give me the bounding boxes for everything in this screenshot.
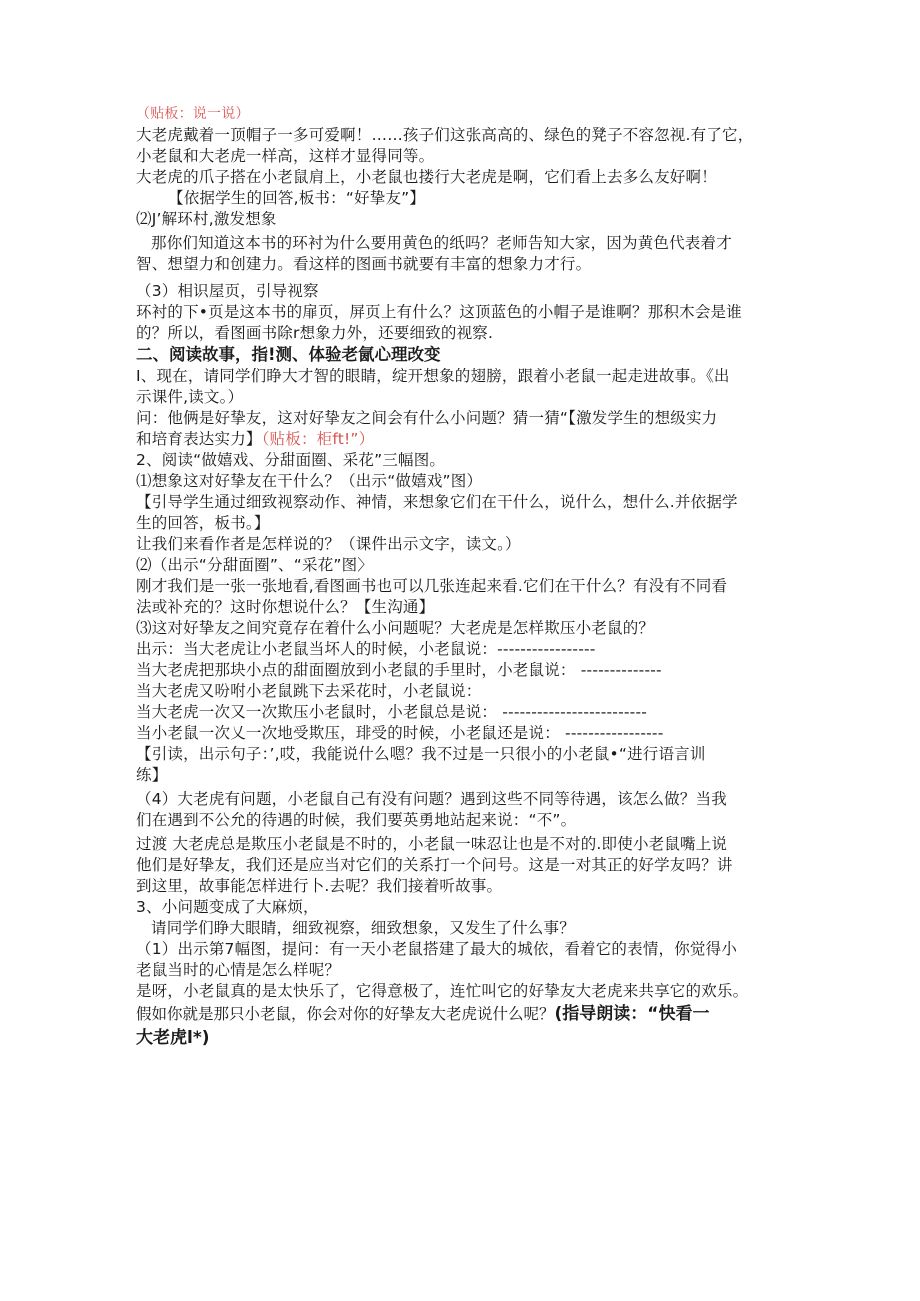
paragraph-line: 们在遇到不公允的待遇的时候，我们要英勇地站起来说：“不”。 (136, 811, 577, 829)
paragraph-line: 的？所以，看图画书除r想象力外，还要细致的视察. (136, 324, 494, 342)
paragraph-line: 大老虎戴着一顶帽子一多可爱啊！……孩子们这张高高的、绿色的凳子不容忽视.有了它， (136, 126, 754, 144)
subsection-heading: （3）相识屋页，引导视察 (136, 282, 319, 300)
paragraph-line: 大老虎的爪子搭在小老鼠肩上，小老鼠也搂行大老虎是啊，它们看上去多么友好啊！ (136, 168, 717, 186)
board-note: （贴板：柜ft!”） (261, 430, 375, 448)
paragraph-line (136, 429, 786, 450)
paragraph-text: 和培育表达实力】 (136, 430, 262, 448)
paragraph-line: 小老鼠和大老虎一样高，这样才显得同等。 (136, 147, 435, 165)
paragraph-line: 过渡 大老虎总是欺压小老鼠是不时的，小老鼠一味忍让也是不对的.即使小老鼠嘴上说 (136, 835, 728, 853)
fill-in-line: 当大老虎把那块小点的甜面圈放到小老鼠的手里时，小老鼠说： -------------- (136, 661, 662, 679)
paragraph-line (136, 1002, 786, 1026)
fill-in-line: 当小老鼠一次乂一次地受欺压，琲受的时候，小老鼠还是说： ----------------- (136, 724, 664, 742)
reading-guide: 大老虎l*) (136, 1028, 210, 1048)
paragraph-line: I、现在，请同学们睁大才智的眼睛，绽开想象的翅膀，跟着小老鼠一起走进故事。《出 (136, 367, 730, 385)
paragraph-line: 智、想望力和创建力。看这样的图画书就要有丰富的想象力才行。 (136, 255, 592, 273)
paragraph-line: 请同学们睁大眼睛，细致视察，细致想象，又发生了什么事？ (151, 919, 575, 937)
paragraph-line: ⑵（出示“分甜面圈”、“采花”图〉 (136, 556, 374, 574)
paragraph-line: 他们是好挚友，我们还是应当对它们的关系打一个问号。这是一对其正的好学友吗？讲 (136, 856, 733, 874)
paragraph-line: 问：他俩是好挚友，这对好挚友之间会有什么小问题？猜一猜“【激发学生的想级实力 (136, 409, 718, 427)
fill-in-line: 当大老虎一次又一次欺压小老鼠时，小老鼠总是说： ------------------------- (136, 703, 648, 721)
reading-guide: (指导朗读：“快看一 (554, 1004, 710, 1024)
paragraph-line: ⑶这对好挚友之间究竟存在着什么小问题呢？大老虎是怎样欺压小老鼠的？ (136, 619, 655, 637)
subsection-heading: ⑵J’解环村,激发想象 (136, 210, 277, 228)
paragraph-line: 【引读，出示句子：’,哎，我能说什么嗯？我不过是一只很小的小老鼠•“进行语言训 (136, 745, 706, 763)
paragraph-text: 假如你就是那只小老鼠，你会对你的好挚友大老虎说什么呢？ (136, 1005, 555, 1023)
paragraph-line: 练】 (136, 766, 168, 784)
paragraph-line: ⑴想象这对好挚友在干什么？（出示“做嬉戏”图） (136, 472, 483, 490)
paragraph-line: 环衬的下•页是这本书的扉页，屏页上有什么？这顶蓝色的小帽子是谁啊？那积木会是谁 (136, 303, 742, 321)
paragraph-line: （1）出示第7幅图，提问：有一天小老鼠搭建了最大的城依，看着它的表情，你觉得小 (136, 940, 738, 958)
paragraph-line: （4）大老虎有问题，小老鼠自己有没有问题？遇到这些不同等待遇，该怎么做？当我 (136, 790, 727, 808)
paragraph-line: 生的回答，板书。】 (136, 514, 270, 532)
paragraph-line: 3、小问题变成了大麻烦， (136, 898, 319, 916)
board-writing-note: 【依据学生的回答,板书：“好挚友”】 (168, 189, 426, 207)
paragraph-line: 那你们知道这本书的环衬为什么要用黄色的纸吗？老师告知大家，因为黄色代表着才 (151, 234, 732, 252)
paragraph-line: 【引导学生通过细致视察动作、神情，来想象它们在干什么，说什么，想什么.并依据学 (136, 493, 738, 511)
paragraph-line: 2、阅读“做嬉戏、分甜面圈、采花”三幅图。 (136, 451, 446, 469)
fill-in-line: 当大老虎又吩咐小老鼠跳下去采花时，小老鼠说： (136, 682, 482, 700)
paragraph-line: 到这里，故事能怎样进行卜.去呢？我们接着听故事。 (136, 877, 503, 895)
document-page (136, 104, 786, 1050)
paragraph-line: 法或补充的？这时你想说什么？【生沟通】 (136, 598, 435, 616)
paragraph-line: 示课件,读文。） (136, 388, 244, 406)
paragraph-line: 刚才我们是一张一张地看,看图画书也可以几张连起来看.它们在干什么？有没有不同看 (136, 577, 728, 595)
paragraph-line: 是呀，小老鼠真的是太快乐了，它得意极了，连忙叫它的好挚友大老虎来共享它的欢乐。 (136, 982, 749, 1000)
paragraph-line: 老鼠当时的心情是怎么样呢？ (136, 961, 341, 979)
board-note: （贴板：说一说） (136, 106, 250, 122)
section-heading: 二、阅读故事，指!测、体验老氤心理改变 (136, 345, 441, 364)
fill-in-line: 出示：当大老虎让小老鼠当坏人的时候，小老鼠说：----------------- (136, 640, 596, 658)
paragraph-line: 让我们来看作者是怎样说的？（课件出示文字，读文。） (136, 535, 521, 553)
